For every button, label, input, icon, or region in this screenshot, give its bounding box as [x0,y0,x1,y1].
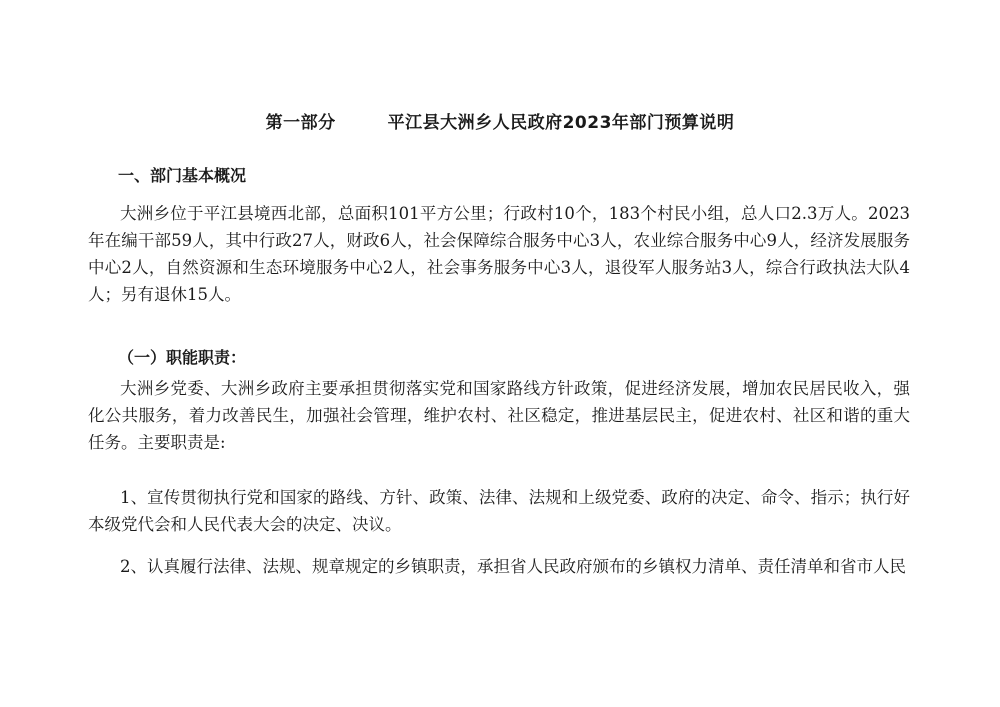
overview-text: 大洲乡位于平江县境西北部，总面积101平方公里；行政村10个，183个村民小组，总人口2.3万人。2023年在编干部59人，其中行政27人，财政6人，社会保障综合服务中心3人，农业综合服务中心9人，经济发展服务中心2人，自然资源和生态环境服务中心2人，社会事务服务中心3人，退役军人服务站3人，综合行政执法大队4人；另有退休15人。 [88,204,910,304]
duty-1-text: 1、宣传贯彻执行党和国家的路线、方针、政策、法律、法规和上级党委、政府的决定、命令、指示；执行好本级党代会和人民代表大会的决定、决议。 [88,488,910,534]
section-heading-basic-overview: 一、部门基本概况 [118,166,247,185]
page-title [0,108,1000,133]
title-part-label: 第一部分 [265,113,336,133]
duties-intro-text: 大洲乡党委、大洲乡政府主要承担贯彻落实党和国家路线方针政策，促进经济发展，增加农民居民收入，强化公共服务，着力改善民生，加强社会管理，维护农村、社区稳定，推进基层民主，促进农村、社区和谐的重大任务。主要职责是: [88,379,910,452]
title-main-text: 平江县大洲乡人民政府2023年部门预算说明 [387,113,735,133]
paragraph-duties-intro [88,375,910,456]
paragraph-overview [88,200,910,308]
subsection-heading-duties: （一）职能职责： [118,348,247,367]
paragraph-duty-1 [88,484,910,538]
duty-2-text: 2、认真履行法律、法规、规章规定的乡镇职责，承担省人民政府颁布的乡镇权力清单、责任清单和省市人民 [120,557,906,576]
paragraph-duty-2 [88,553,910,580]
